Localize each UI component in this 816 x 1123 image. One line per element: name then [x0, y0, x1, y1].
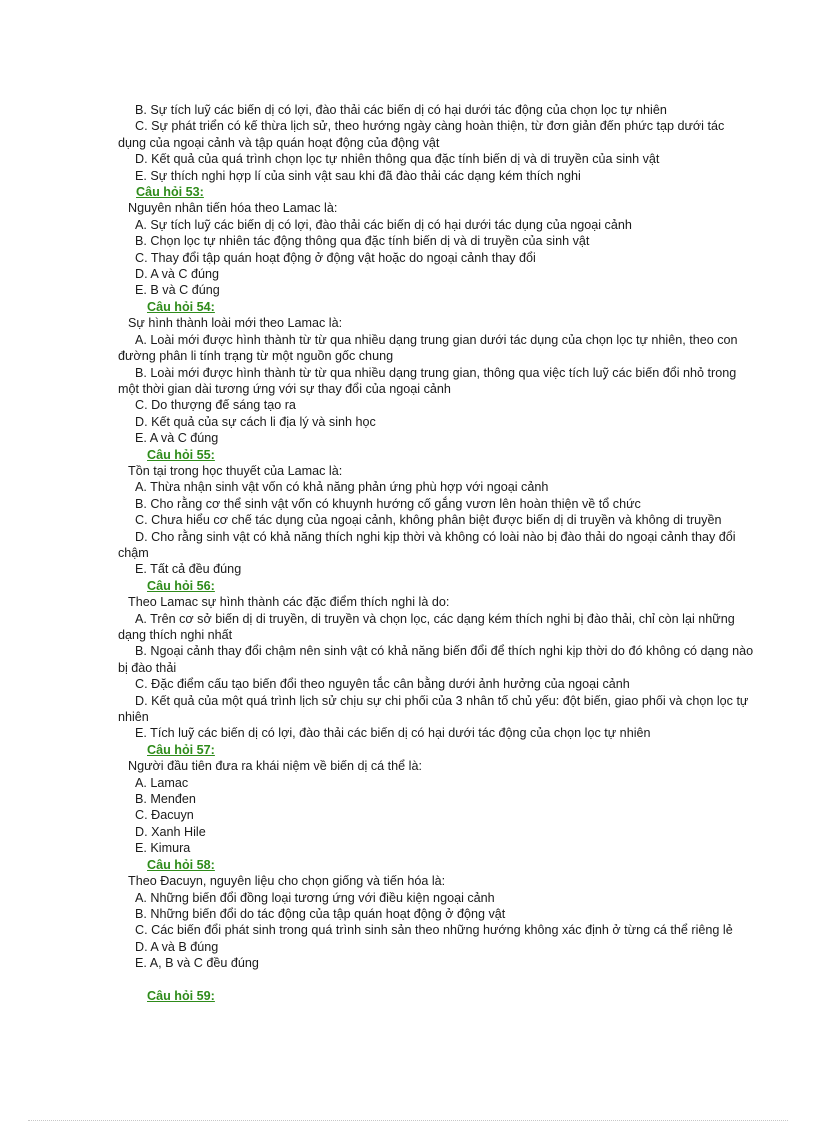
option-b-cont: một thời gian dài tương ứng với sự thay đổi của ngoại cảnh [118, 381, 451, 396]
question-stem: Người đầu tiên đưa ra khái niệm về biến dị cá thể là: [128, 759, 422, 774]
question-heading: Câu hỏi 57: [147, 742, 215, 757]
option-a: A. Thừa nhận sinh vật vốn có khả năng phản ứng phù hợp với ngoại cảnh [135, 480, 549, 495]
option-a-cont: dạng thích nghi nhất [118, 628, 233, 642]
option-b: B. Những biến đổi do tác động của tập quán hoạt động ở động vật [135, 906, 506, 921]
option-b: B. Loài mới được hình thành từ từ qua nhiều dạng trung gian, thông qua việc tích luỹ các biến đổi nhỏ trong [135, 365, 737, 380]
option-b: B. Menđen [135, 792, 196, 807]
option-e: E. B và C đúng [135, 283, 220, 298]
option-b: B. Ngoại cảnh thay đổi chậm nên sinh vật có khả năng biến đổi để thích nghi kịp thời do đó không có dạng nào [135, 644, 754, 659]
option-e: E. Tích luỹ các biến dị có lợi, đào thải các biến dị có hại dưới tác động của chọn lọc tự nhiên [135, 726, 651, 741]
option-b: B. Sự tích luỹ các biến dị có lợi, đào thải các biến dị có hại dưới tác động của chọn lọc tự nhiên [135, 103, 667, 117]
quiz-document [118, 102, 790, 1004]
option-e: E. A, B và C đều đúng [135, 956, 259, 971]
option-d: D. A và C đúng [135, 267, 220, 282]
question-stem: Nguyên nhân tiến hóa theo Lamac là: [128, 201, 338, 216]
question-heading: Câu hỏi 54: [147, 299, 215, 314]
option-c: C. Các biến đổi phát sinh trong quá trình sinh sản theo những hướng không xác định ở từng cá thể riêng lẻ [135, 923, 733, 938]
question-stem: Sự hình thành loài mới theo Lamac là: [128, 316, 343, 331]
option-e: E. Tất cả đều đúng [135, 562, 242, 577]
option-a-cont: đường phân li tính trạng từ một nguồn gốc chung [118, 349, 394, 364]
option-b: B. Chọn lọc tự nhiên tác động thông qua đặc tính biến dị và di truyền của sinh vật [135, 234, 590, 249]
option-d-cont: nhiên [118, 710, 149, 725]
question-heading: Câu hỏi 58: [147, 857, 215, 872]
option-d: D. Xanh Hile [135, 824, 206, 839]
spacer [118, 972, 790, 988]
option-c: C. Do thượng đế sáng tạo ra [135, 398, 296, 413]
option-c: C. Chưa hiểu cơ chế tác dụng của ngoại cảnh, không phân biệt được biến dị di truyền và không di truyền [135, 513, 722, 528]
footer-divider [28, 1120, 788, 1121]
question-heading: Câu hỏi 55: [147, 447, 215, 462]
option-a: A. Những biến đổi đồng loại tương ứng với điều kiện ngoại cảnh [135, 890, 495, 905]
option-e: E. A và C đúng [135, 431, 219, 446]
option-e: E. Sự thích nghi hợp lí của sinh vật sau khi đã đào thải các dạng kém thích nghi [135, 168, 581, 183]
option-d-cont: chậm [118, 545, 149, 560]
question-heading: Câu hỏi 56: [147, 578, 215, 593]
question-heading: Câu hỏi 59: [147, 988, 215, 1003]
option-b: B. Cho rằng cơ thể sinh vật vốn có khuynh hướng cố gắng vươn lên hoàn thiện về tổ chức [135, 496, 641, 511]
option-d: D. Kết quả của quá trình chọn lọc tự nhiên thông qua đặc tính biến dị và di truyền của sinh vật [135, 152, 660, 167]
option-e: E. Kimura [135, 841, 191, 856]
option-a: A. Lamac [135, 775, 189, 790]
question-stem: Theo Đacuyn, nguyên liệu cho chọn giống và tiến hóa là: [128, 874, 446, 889]
option-c: C. Sự phát triển có kế thừa lịch sử, theo hướng ngày càng hoàn thiện, từ đơn giản đến phức tạp dưới tác [135, 119, 725, 134]
option-b-cont: bị đào thải [118, 660, 177, 675]
question-heading: Câu hỏi 53: [136, 185, 204, 200]
option-a: A. Loài mới được hình thành từ từ qua nhiều dạng trung gian dưới tác dụng của chọn lọc tự nhiên, theo con [135, 332, 738, 347]
option-a: A. Sự tích luỹ các biến dị có lợi, đào thải các biến dị có hại dưới tác dụng của ngoại cảnh [135, 217, 632, 232]
option-d: D. Cho rằng sinh vật có khả năng thích nghi kịp thời và không có loài nào bị đào thải do ngoại cảnh thay đổi [135, 529, 736, 544]
option-c-cont: dụng của ngoại cảnh và tập quán hoạt động của động vật [118, 135, 440, 150]
option-d: D. Kết quả của sự cách li địa lý và sinh học [135, 414, 376, 429]
option-c: C. Đặc điểm cấu tạo biến đổi theo nguyên tắc cân bằng dưới ảnh hưởng của ngoại cảnh [135, 677, 630, 692]
option-c: C. Thay đổi tập quán hoạt động ở động vật hoặc do ngoại cảnh thay đổi [135, 250, 536, 265]
option-a: A. Trên cơ sở biến dị di truyền, di truyền và chọn lọc, các dạng kém thích nghi bị đào thải, chỉ còn lại những [135, 611, 735, 626]
option-c: C. Đacuyn [135, 808, 194, 823]
option-d: D. A và B đúng [135, 939, 219, 954]
option-d: D. Kết quả của một quá trình lịch sử chịu sự chi phối của 3 nhân tố chủ yếu: đột biến, giao phối và chọn lọc tự [135, 693, 749, 708]
question-stem: Tồn tại trong học thuyết của Lamac là: [128, 463, 343, 478]
question-stem: Theo Lamac sự hình thành các đặc điểm thích nghi là do: [128, 595, 450, 610]
